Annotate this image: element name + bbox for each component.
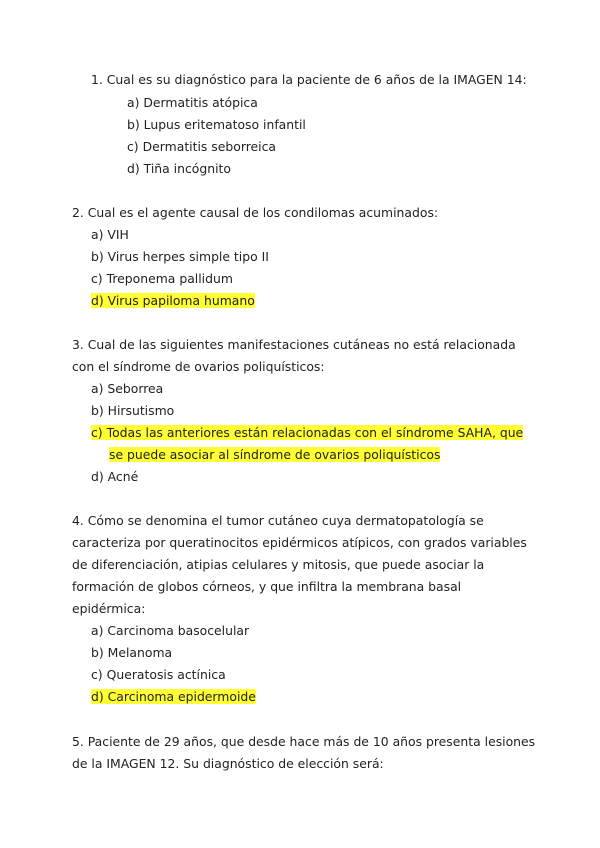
q3-option-d: d) Acné — [91, 469, 139, 484]
q3-option-c-answer: c) Todas las anteriores están relacionadas con el síndrome SAHA, que — [91, 425, 524, 440]
q1-option-c: c) Dermatitis seborreica — [127, 139, 277, 154]
q2-option-c: c) Treponema pallidum — [91, 271, 233, 286]
question-2-stem: 2. Cual es el agente causal de los condilomas acuminados: — [72, 205, 439, 220]
question-4-stem-line-4: formación de globos córneos, y que infiltra la membrana basal — [72, 579, 462, 594]
question-5-stem-line-2: de la IMAGEN 12. Su diagnóstico de elección será: — [72, 756, 384, 771]
q2-option-a: a) VIH — [91, 227, 129, 242]
q1-option-b: b) Lupus eritematoso infantil — [127, 117, 306, 132]
q4-option-a: a) Carcinoma basocelular — [91, 623, 250, 638]
question-4-stem-line-2: caracteriza por queratinocitos epidérmicos atípicos, con grados variables — [72, 535, 527, 550]
q4-option-c: c) Queratosis actínica — [91, 667, 226, 682]
q4-option-b: b) Melanoma — [91, 645, 173, 660]
q3-option-a: a) Seborrea — [91, 381, 164, 396]
q3-option-c-continuation: se puede asociar al síndrome de ovarios poliquísticos — [109, 447, 441, 462]
question-1-stem: 1. Cual es su diagnóstico para la paciente de 6 años de la IMAGEN 14: — [91, 72, 527, 87]
question-5-stem-line-1: 5. Paciente de 29 años, que desde hace más de 10 años presenta lesiones — [72, 734, 536, 749]
question-3-stem-line-1: 3. Cual de las siguientes manifestaciones cutáneas no está relacionada — [72, 337, 516, 352]
q1-option-d: d) Tiña incógnito — [127, 161, 231, 176]
q2-option-d-answer: d) Virus papiloma humano — [91, 293, 255, 308]
question-3-stem-line-2: con el síndrome de ovarios poliquísticos: — [72, 359, 325, 374]
question-4-stem-line-5: epidérmica: — [72, 601, 146, 616]
question-4-stem-line-1: 4. Cómo se denomina el tumor cutáneo cuya dermatopatología se — [72, 513, 484, 528]
q1-option-a: a) Dermatitis atópica — [127, 95, 258, 110]
q3-option-b: b) Hirsutismo — [91, 403, 175, 418]
question-4-stem-line-3: de diferenciación, atipias celulares y mitosis, que puede asociar la — [72, 557, 485, 572]
q2-option-b: b) Virus herpes simple tipo II — [91, 249, 269, 264]
q4-option-d-answer: d) Carcinoma epidermoide — [91, 689, 256, 704]
